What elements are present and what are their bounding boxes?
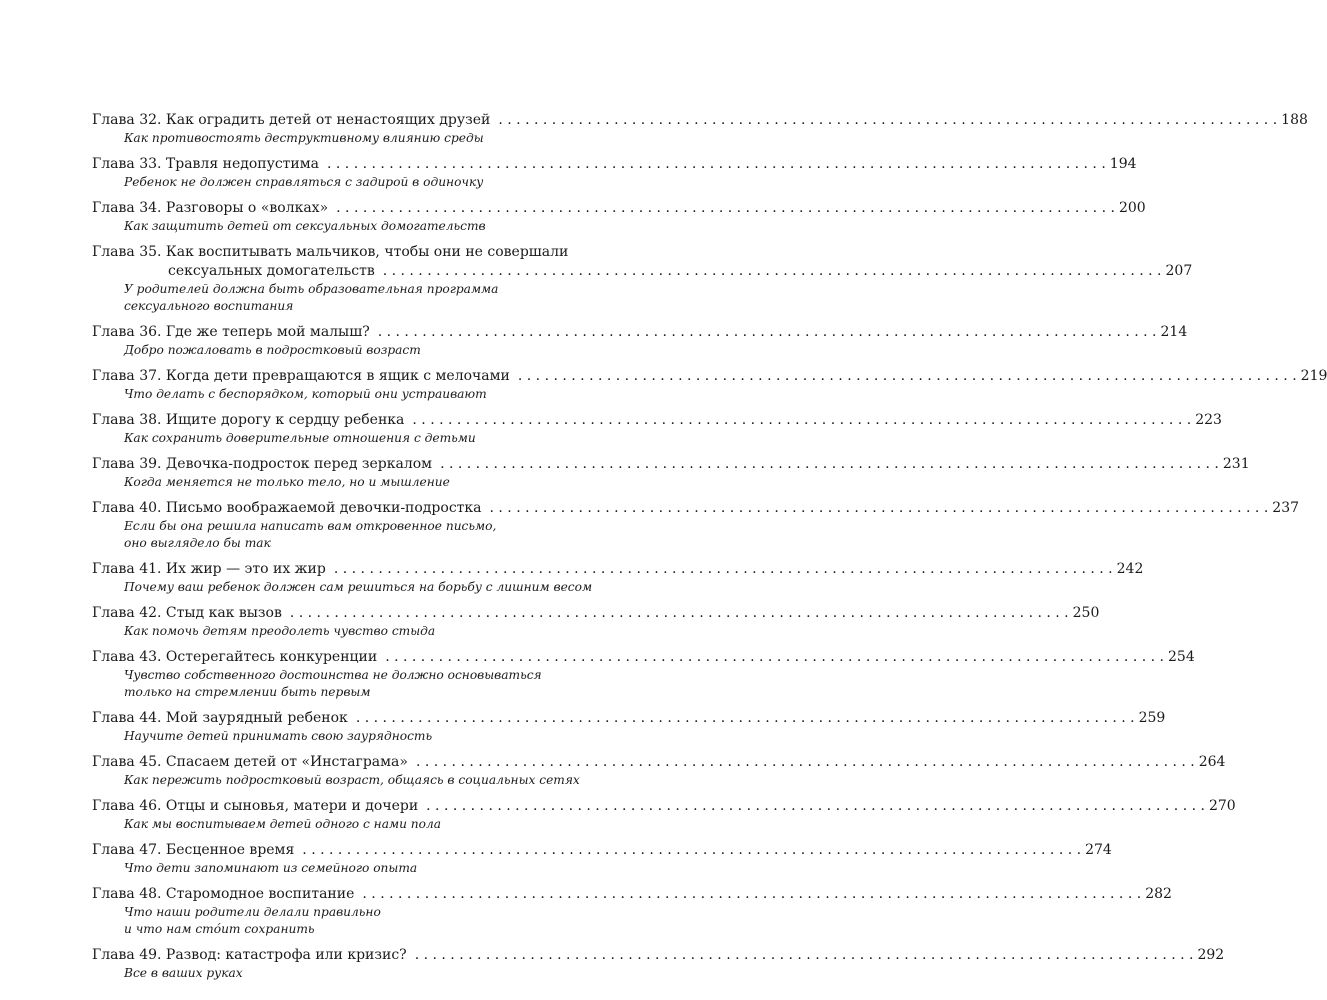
dot-leader	[362, 885, 1141, 904]
dot-leader	[518, 367, 1297, 386]
page-number: 237	[1272, 500, 1300, 516]
toc-entry[interactable]	[92, 841, 1112, 877]
chapter-subtitle: У родителей должна быть образовательная программа	[124, 282, 499, 296]
chapter-subtitle: Как защитить детей от сексуальных домогательств	[124, 219, 486, 233]
toc-entry[interactable]	[92, 709, 1166, 745]
chapter-subtitle: Что дети запоминают из семейного опыта	[124, 861, 418, 875]
page-number: 264	[1198, 754, 1226, 770]
toc-line	[92, 199, 1146, 218]
chapter-subtitle: Как сохранить доверительные отношения с детьми	[124, 431, 476, 445]
dot-leader	[383, 262, 1162, 281]
toc-line	[92, 323, 1188, 342]
page-number: 259	[1138, 710, 1166, 726]
dot-leader	[327, 155, 1106, 174]
page-number: 194	[1109, 156, 1137, 172]
chapter-subtitle: Что наши родители делали правильно	[124, 905, 381, 919]
page-number: 292	[1197, 947, 1225, 963]
toc-entry[interactable]	[92, 648, 1195, 701]
toc-line	[92, 885, 1172, 904]
page-number: 250	[1072, 605, 1100, 621]
toc-entry[interactable]	[92, 885, 1172, 938]
toc-line	[92, 262, 1193, 281]
toc-line	[92, 560, 1144, 579]
chapter-subtitle: Как пережить подростковый возраст, общаясь в социальных сетях	[124, 773, 580, 787]
toc-line	[92, 243, 569, 262]
toc-line	[92, 455, 1250, 474]
chapter-title: Глава 36. Где же теперь мой малыш?	[92, 324, 370, 340]
toc-entry[interactable]	[92, 155, 1137, 191]
page-number: 282	[1145, 886, 1172, 902]
dot-leader	[426, 797, 1205, 816]
toc-entry[interactable]	[92, 499, 1300, 552]
chapter-title: Глава 32. Как оградить детей от ненастоящих друзей	[92, 112, 491, 128]
toc-entry[interactable]	[92, 367, 1327, 403]
page-number: 270	[1208, 798, 1236, 814]
chapter-title: Глава 35. Как воспитывать мальчиков, чтобы они не совершали	[92, 244, 569, 260]
toc-entry[interactable]	[92, 797, 1236, 833]
chapter-subtitle: Почему ваш ребенок должен сам решиться на борьбу с лишним весом	[124, 580, 593, 594]
chapter-title: Глава 33. Травля недопустима	[92, 156, 319, 172]
toc-entry[interactable]	[92, 753, 1226, 789]
chapter-subtitle: Чувство собственного достоинства не должно основываться	[124, 668, 542, 682]
chapter-title: Глава 43. Остерегайтесь конкуренции	[92, 649, 378, 665]
toc-entry[interactable]	[92, 604, 1100, 640]
toc-line	[92, 709, 1166, 728]
toc-entry[interactable]	[92, 411, 1222, 447]
dot-leader	[415, 946, 1194, 965]
toc-line	[92, 648, 1195, 667]
chapter-title-continued: сексуальных домогательств	[168, 263, 375, 279]
dot-leader	[498, 111, 1277, 130]
chapter-title: Глава 49. Развод: катастрофа или кризис?	[92, 947, 407, 963]
page-number: 223	[1195, 412, 1222, 428]
toc-entry[interactable]	[92, 323, 1188, 359]
toc-line	[92, 499, 1300, 518]
chapter-subtitle: Когда меняется не только тело, но и мышление	[124, 475, 450, 489]
toc-line	[92, 411, 1222, 430]
chapter-title: Глава 46. Отцы и сыновья, матери и дочери	[92, 798, 419, 814]
chapter-subtitle: Добро пожаловать в подростковый возраст	[124, 343, 421, 357]
chapter-subtitle: Как противостоять деструктивному влиянию среды	[124, 131, 484, 145]
toc-line	[92, 797, 1236, 816]
dot-leader	[336, 199, 1115, 218]
chapter-subtitle: сексуального воспитания	[124, 299, 294, 313]
dot-leader	[440, 455, 1219, 474]
chapter-subtitle: Как помочь детям преодолеть чувство стыда	[124, 624, 436, 638]
chapter-title: Глава 44. Мой заурядный ребенок	[92, 710, 348, 726]
chapter-title: Глава 39. Девочка-подросток перед зеркалом	[92, 456, 433, 472]
chapter-title: Глава 37. Когда дети превращаются в ящик с мелочами	[92, 368, 510, 384]
page-number: 188	[1281, 112, 1308, 128]
chapter-title: Глава 41. Их жир — это их жир	[92, 561, 326, 577]
chapter-subtitle: Научите детей принимать свою заурядность	[124, 729, 433, 743]
chapter-subtitle: Что делать с беспорядком, который они устраивают	[124, 387, 487, 401]
toc-line	[92, 155, 1137, 174]
toc-entry[interactable]	[92, 946, 1225, 982]
page-number: 242	[1116, 561, 1144, 577]
chapter-title: Глава 34. Разговоры о «волках»	[92, 200, 329, 216]
toc-entry[interactable]	[92, 111, 1308, 147]
toc-entry[interactable]	[92, 455, 1250, 491]
chapter-subtitle: Ребенок не должен справляться с задирой в одиночку	[124, 175, 484, 189]
chapter-subtitle: оно выглядело бы так	[124, 536, 271, 550]
table-of-contents	[92, 111, 1327, 990]
chapter-title: Глава 38. Ищите дорогу к сердцу ребенка	[92, 412, 405, 428]
dot-leader	[490, 499, 1269, 518]
chapter-subtitle: Если бы она решила написать вам откровенное письмо,	[124, 519, 497, 533]
toc-entry[interactable]	[92, 199, 1146, 235]
dot-leader	[416, 753, 1195, 772]
toc-line	[92, 841, 1112, 860]
dot-leader	[378, 323, 1157, 342]
toc-line	[92, 367, 1327, 386]
chapter-title: Глава 45. Спасаем детей от «Инстаграма»	[92, 754, 408, 770]
dot-leader	[334, 560, 1113, 579]
toc-line	[92, 111, 1308, 130]
toc-entry[interactable]	[92, 560, 1144, 596]
toc-line	[92, 946, 1225, 965]
toc-line	[92, 753, 1226, 772]
chapter-title: Глава 42. Стыд как вызов	[92, 605, 282, 621]
chapter-subtitle: только на стремлении быть первым	[124, 685, 371, 699]
chapter-subtitle: Все в ваших руках	[124, 966, 243, 980]
page-number: 214	[1160, 324, 1188, 340]
page-number: 274	[1085, 842, 1112, 858]
toc-entry[interactable]	[92, 243, 1193, 315]
page-number: 219	[1300, 368, 1327, 384]
toc-line	[92, 604, 1100, 623]
chapter-title: Глава 47. Бесценное время	[92, 842, 295, 858]
page-number: 254	[1168, 649, 1195, 665]
dot-leader	[412, 411, 1191, 430]
dot-leader	[385, 648, 1164, 667]
dot-leader	[356, 709, 1135, 728]
chapter-title: Глава 48. Старомодное воспитание	[92, 886, 355, 902]
dot-leader	[302, 841, 1081, 860]
page-number: 207	[1165, 263, 1193, 279]
chapter-subtitle: Как мы воспитываем детей одного с нами пола	[124, 817, 442, 831]
page-number: 231	[1222, 456, 1250, 472]
chapter-title: Глава 40. Письмо воображаемой девочки-подростка	[92, 500, 482, 516]
dot-leader	[290, 604, 1069, 623]
chapter-subtitle: и что нам стóит сохранить	[124, 922, 315, 936]
page-number: 200	[1118, 200, 1146, 216]
